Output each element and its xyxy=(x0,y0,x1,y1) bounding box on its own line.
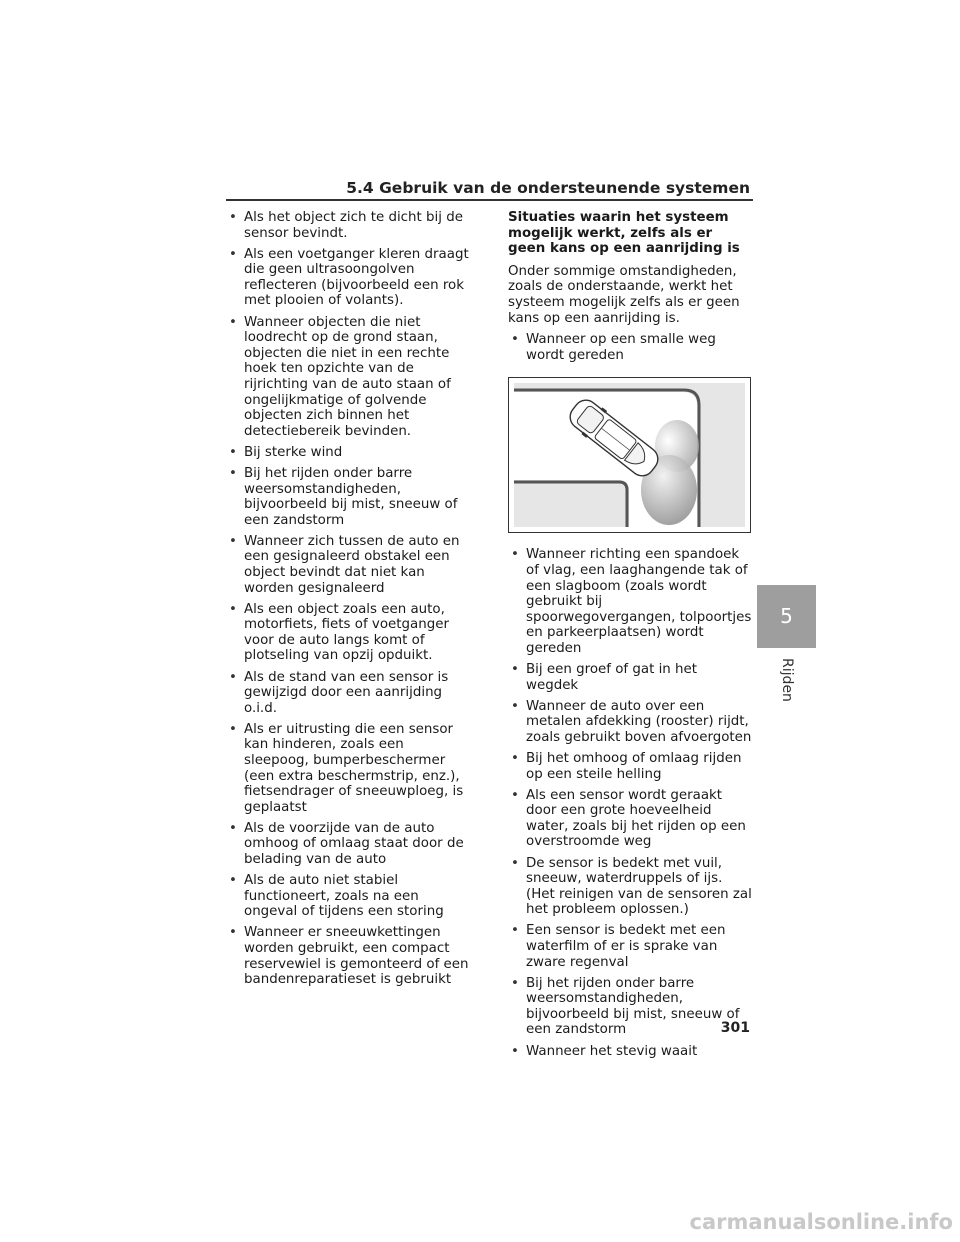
list-item: • Als een object zoals een auto, motorfiets, fiets of voetganger voor de auto langs komt of plotseling van opzij opduikt. xyxy=(226,602,471,664)
car-illustration-svg xyxy=(509,378,750,532)
list-item: • Wanneer er sneeuwkettingen worden gebruikt, een compact reservewiel is gemonteerd of een bandenreparatieset is gebruikt xyxy=(226,925,471,987)
list-item: • Bij het rijden onder barre weersomstandigheden, bijvoorbeeld bij mist, sneeuw of een zandstorm xyxy=(226,466,471,528)
left-column xyxy=(226,210,471,993)
right-column xyxy=(508,210,753,1065)
list-item: • Wanneer objecten die niet loodrecht op de grond staan, objecten die niet in een rechte hoek ten opzichte van de rijrichting van de auto staan of ongelijkmatige of golvende objecten zich binnen het detectiebereik bevinden. xyxy=(226,315,471,440)
chapter-label: Rijden xyxy=(778,658,795,702)
list-item: • Bij het rijden onder barre weersomstandigheden, bijvoorbeeld bij mist, sneeuw of een zandstorm xyxy=(508,976,753,1038)
watermark: carmanualsonline.info xyxy=(689,1210,953,1234)
list-item: • Bij sterke wind xyxy=(226,445,471,461)
list-item: • Wanneer richting een spandoek of vlag, een laaghangende tak of een slagboom (zoals wordt gebruikt bij spoorwegovergangen, tolpoortjes en parkeerplaatsen) wordt gereden xyxy=(508,547,753,656)
chapter-label-container xyxy=(757,650,816,710)
chapter-tab: 5 xyxy=(757,585,816,648)
page-number: 301 xyxy=(720,1020,750,1036)
left-bullet-list xyxy=(226,210,471,988)
list-item: • Bij het omhoog of omlaag rijden op een steile helling xyxy=(508,751,753,782)
list-item: • Als er uitrusting die een sensor kan hinderen, zoals een sleepoog, bumperbeschermer (een extra beschermstrip, enz.), fietsendrager of sneeuwploeg, is geplaatst xyxy=(226,722,471,816)
sub-heading: Situaties waarin het systeem mogelijk werkt, zelfs als er geen kans op een aanrijding is xyxy=(508,210,740,257)
section-header: 5.4 Gebruik van de ondersteunende systemen xyxy=(346,179,750,197)
right-bullet-list-top xyxy=(508,332,753,363)
list-item: • Als de voorzijde van de auto omhoog of omlaag staat door de belading van de auto xyxy=(226,821,471,868)
header-divider xyxy=(226,199,753,201)
list-item: • Als het object zich te dicht bij de sensor bevindt. xyxy=(226,210,471,241)
list-item: • Wanneer op een smalle weg wordt gereden xyxy=(508,332,753,363)
list-item: • De sensor is bedekt met vuil, sneeuw, waterdruppels of ijs. (Het reinigen van de sensoren zal het probleem oplossen.) xyxy=(508,856,753,918)
list-item: • Als een sensor wordt geraakt door een grote hoeveelheid water, zoals bij het rijden op een overstroomde weg xyxy=(508,788,753,850)
list-item: • Wanneer zich tussen de auto en een gesignaleerd obstakel een object bevindt dat niet kan worden gesignaleerd xyxy=(226,534,471,596)
list-item: • Een sensor is bedekt met een waterfilm of er is sprake van zware regenval xyxy=(508,923,753,970)
list-item: • Als de stand van een sensor is gewijzigd door een aanrijding o.i.d. xyxy=(226,670,471,717)
list-item: • Bij een groef of gat in het wegdek xyxy=(508,662,753,693)
car-narrow-road-illustration xyxy=(508,377,751,533)
list-item: • Wanneer het stevig waait xyxy=(508,1044,753,1060)
list-item: • Als een voetganger kleren draagt die geen ultrasoongolven reflecteren (bijvoorbeeld een rok met plooien of volants). xyxy=(226,247,471,309)
list-item: • Wanneer de auto over een metalen afdekking (rooster) rijdt, zoals gebruikt boven afvoergoten xyxy=(508,699,753,746)
list-item: • Als de auto niet stabiel functioneert, zoals na een ongeval of tijdens een storing xyxy=(226,873,471,920)
right-bullet-list-bottom xyxy=(508,547,753,1059)
intro-paragraph: Onder sommige omstandigheden, zoals de onderstaande, werkt het systeem mogelijk zelfs als er geen kans op een aanrijding is. xyxy=(508,263,740,326)
